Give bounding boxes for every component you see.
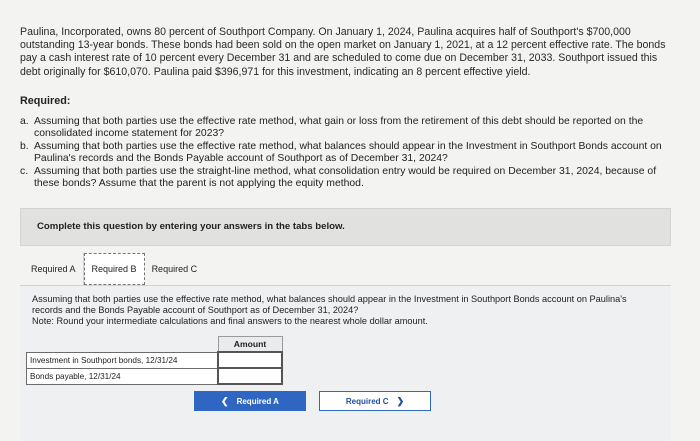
panel-question-block — [32, 294, 642, 327]
row-label-bonds-payable: Bonds payable, 12/31/24 — [27, 368, 219, 384]
chevron-left-icon: ❮ — [221, 395, 229, 406]
part-text: Assuming that both parties use the effective rate method, what gain or loss from the retirement of this debt should be reported on the consolidated income statement for 2023? — [34, 116, 644, 140]
tab-required-a[interactable]: Required A — [24, 253, 84, 285]
required-parts-list — [20, 116, 680, 190]
panel-note: Note: Round your intermediate calculations and final answers to the nearest whole dollar amount. — [32, 316, 428, 326]
next-required-c-button[interactable] — [319, 391, 431, 411]
part-text: Assuming that both parties use the effective rate method, what balances should appear in the Investment in Southport Bonds account on Paulina's records and the Bonds Payable account of Southport as of December 31, 2024? — [34, 140, 662, 165]
banner-text: Complete this question by entering your answers in the tabs below. — [37, 221, 345, 232]
complete-question-banner — [20, 208, 671, 246]
prev-button-label: Required A — [236, 396, 279, 406]
problem-intro: Paulina, Incorporated, owns 80 percent of Southport Company. On January 1, 2024, Paulina acquires half of Southport's $700,000 outstanding 13-year bonds. These bonds had been sold on the open market on January 1, 2021, at a 12 percent effective rate. The bonds pay a cash interest rate of 10 percent every December 31 and are scheduled to come due on December 31, 2033. Southport issued this debt originally for $610,070. Paulina paid $396,971 for this investment, indicating an 8 percent effective yield. — [20, 26, 666, 78]
next-button-label: Required C — [345, 396, 389, 406]
answer-table — [26, 336, 283, 385]
table-row — [27, 368, 283, 384]
required-heading: Required: — [20, 95, 71, 107]
amount-header: Amount — [218, 337, 282, 353]
amount-input-bonds-payable[interactable] — [218, 368, 282, 384]
required-part-b — [20, 141, 680, 166]
part-letter: a. — [20, 116, 29, 127]
tab-required-c[interactable]: Required C — [145, 253, 205, 285]
tab-required-b[interactable]: Required B — [84, 253, 145, 285]
row-label-investment: Investment in Southport bonds, 12/31/24 — [27, 352, 219, 368]
required-tabs — [24, 253, 204, 285]
table-header-row — [27, 337, 283, 353]
part-letter: c. — [20, 165, 29, 177]
prev-required-a-button[interactable] — [194, 391, 306, 411]
required-part-a — [20, 116, 680, 141]
part-text: Assuming that both parties use the straight-line method, what consolidation entry would be required on December 31, 2024, because of these bonds? Assume that the parent is not applying the equity method. — [34, 165, 657, 190]
panel-question: Assuming that both parties use the effective rate method, what balances should appear in the Investment in Southport Bonds account on Paulina's records and the Bonds Payable account of Southport as of December 31, 2024? — [32, 294, 627, 315]
table-header-blank — [27, 337, 219, 353]
required-part-c — [20, 166, 680, 191]
amount-input-investment[interactable] — [218, 352, 282, 368]
table-row — [27, 352, 283, 368]
chevron-right-icon: ❯ — [396, 395, 405, 406]
part-letter: b. — [20, 140, 29, 152]
